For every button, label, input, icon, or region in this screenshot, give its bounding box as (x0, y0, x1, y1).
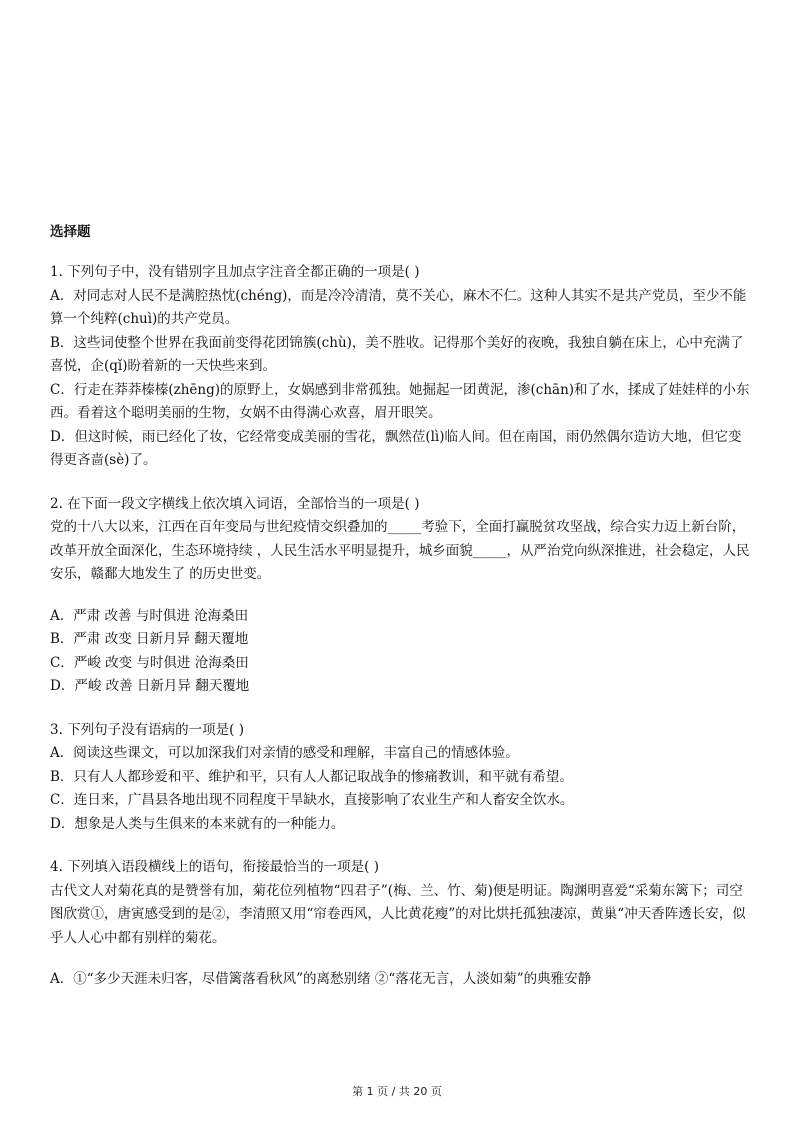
question-line: 西。看着这个聪明美丽的生物，女娲不由得满心欢喜，眉开眼笑。 (50, 405, 442, 421)
question-stem: 2. 在下面一段文字横线上依次填入词语，全部恰当的一项是( ) (50, 495, 420, 512)
question-line: 图欣赏①，唐寅感受到的是②，李清照又用“帘卷西风，人比黄花瘦”的对比烘托孤独凄凉，黄巢“冲天香阵透长安，似 (50, 906, 746, 922)
question-2 (50, 493, 750, 699)
question-line: 喜悦，企(qǐ)盼着新的一天快些来到。 (50, 358, 276, 374)
question-3 (50, 719, 750, 837)
question-line: C．连日来，广昌县各地出现不同程度干旱缺水，直接影响了农业生产和人畜安全饮水。 (50, 792, 574, 808)
question-line: 算一个纯粹(chuì)的共产党员。 (50, 311, 239, 327)
question-line: A．阅读这些课文，可以加深我们对亲情的感受和理解，丰富自己的情感体验。 (50, 745, 519, 761)
spacer (50, 950, 750, 968)
question-line: A．对同志对人民不是满腔热忱(chéng)，而是冷冷清清，莫不关心，麻木不仁。这种人其实不是共产党员，至少不能 (50, 287, 747, 304)
question-line: B．只有人人都珍爱和平、维护和平，只有人人都记取战争的惨痛教训，和平就有希望。 (50, 768, 573, 785)
section-title: 选择题 (50, 224, 91, 240)
option: D．严峻 改善 日新月异 翻天覆地 (50, 678, 250, 694)
question-stem: 4. 下列填入语段横线上的语句，衔接最恰当的一项是( ) (50, 859, 379, 875)
question-line: 得更吝啬(sè)了。 (50, 452, 157, 468)
question-line: C．行走在莽莽榛榛(zhēng)的原野上，女娲感到非常孤独。她掘起一团黄泥，渗(chān)和了水，揉成了娃娃样的小东 (50, 381, 750, 398)
option: A．严肃 改善 与时俱进 沧海桑田 (50, 607, 249, 624)
question-stem: 3. 下列句子没有语病的一项是( ) (50, 721, 244, 738)
question-line: 党的十八大以来，江西在百年变局与世纪疫情交织叠加的_____考验下，全面打赢脱贫攻坚战，综合实力迈上新台阶， (50, 519, 746, 535)
question-line: 改革开放全面深化，生态环境持续 ，人民生活水平明显提升，城乡面貌_____，从严治党向纵深推进，社会稳定，人民 (50, 542, 750, 559)
option: B．严肃 改变 日新月异 翻天覆地 (50, 631, 249, 647)
question-line: D．想象是人类与生俱来的本来就有的一种能力。 (50, 815, 345, 832)
question-line: D．但这时候，雨已经化了妆，它经常变成美丽的雪花，飘然莅(lì)临人间。但在南国，雨仍然偶尔造访大地，但它变 (50, 428, 742, 445)
question-1 (50, 261, 750, 473)
question-line: 乎人人心中都有别样的菊花。 (50, 929, 226, 946)
option: C．严峻 改变 与时俱进 沧海桑田 (50, 654, 249, 671)
option: A．①“多少天涯未归客，尽借篱落看秋风”的离愁别绪 ②“落花无言，人淡如菊”的典雅安静 (50, 971, 592, 987)
content-area (50, 222, 750, 1012)
spacer (50, 587, 750, 605)
question-stem: 1. 下列句子中，没有错别字且加点字注音全都正确的一项是( ) (50, 264, 420, 280)
question-line: 安乐，赣鄱大地发生了 的历史世变。 (50, 566, 271, 582)
question-line: B．这些词使整个世界在我面前变得花团锦簇(chù)，美不胜收。记得那个美好的夜晚，我独自躺在床上，心中充满了 (50, 334, 744, 351)
question-4 (50, 856, 750, 992)
question-line: 古代文人对菊花真的是赞誉有加，菊花位列植物“四君子”(梅、兰、竹、菊)便是明证。陶渊明喜爱“采菊东篱下；司空 (50, 882, 743, 899)
page-footer: 第 1 页 / 共 20 页 (352, 1085, 442, 1098)
